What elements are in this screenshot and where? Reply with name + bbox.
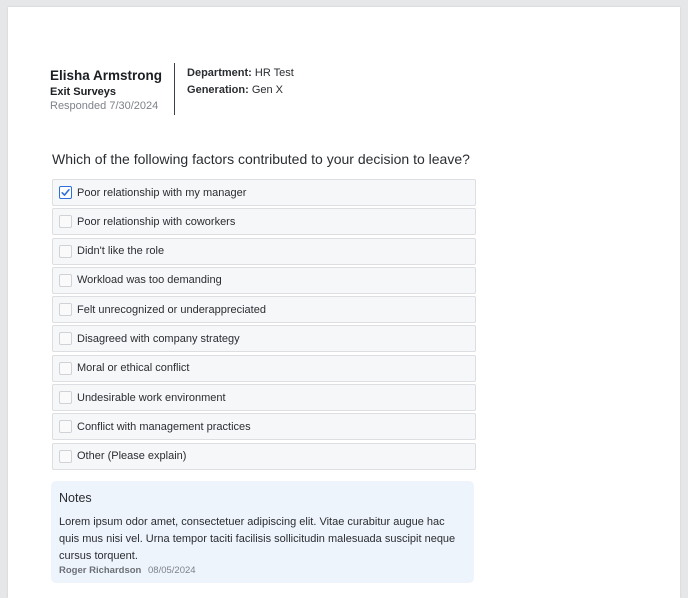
department-row <box>187 65 294 82</box>
option-label: Disagreed with company strategy <box>77 332 240 345</box>
option-row[interactable] <box>52 413 476 440</box>
notes-title: Notes <box>59 491 92 505</box>
option-label: Workload was too demanding <box>77 274 222 287</box>
generation-label: Generation: <box>187 84 249 96</box>
option-row[interactable] <box>52 179 476 206</box>
option-label: Didn't like the role <box>77 245 165 258</box>
department-value: HR Test <box>254 67 294 79</box>
option-label: Poor relationship with coworkers <box>77 215 236 228</box>
checkbox[interactable] <box>59 303 72 316</box>
checkbox[interactable] <box>59 245 72 258</box>
option-row[interactable] <box>52 355 476 382</box>
department-label: Department: <box>187 67 252 79</box>
respondent-name: Elisha Armstrong <box>50 68 163 83</box>
checkbox[interactable] <box>59 332 72 345</box>
checkbox[interactable] <box>59 186 72 199</box>
note-date: 08/05/2024 <box>148 565 196 576</box>
survey-name: Exit Surveys <box>50 86 117 98</box>
responded-date: Responded 7/30/2024 <box>50 100 159 112</box>
generation-row <box>187 82 294 99</box>
respondent-meta <box>175 63 294 99</box>
survey-response-page <box>8 7 680 598</box>
question-text: Which of the following factors contributed to your decision to leave? <box>52 151 470 167</box>
notes-footer <box>59 565 466 577</box>
notes-body: Lorem ipsum odor amet, consectetuer adipiscing elit. Vitae curabitur augue hac quis mus nisi vel. Urna tempor taciti facilisis sollicitudin malesuada suscipit neque cursus torquent. <box>59 516 456 562</box>
checkbox[interactable] <box>59 362 72 375</box>
answer-options <box>52 179 476 472</box>
checkbox[interactable] <box>59 450 72 463</box>
option-row[interactable] <box>52 267 476 294</box>
option-row[interactable] <box>52 208 476 235</box>
checkbox[interactable] <box>59 420 72 433</box>
checkmark-icon <box>61 188 70 197</box>
respondent-info <box>50 63 174 113</box>
option-row[interactable] <box>52 443 476 470</box>
option-label: Undesirable work environment <box>77 391 226 404</box>
option-label: Poor relationship with my manager <box>77 186 247 199</box>
option-row[interactable] <box>52 296 476 323</box>
generation-value: Gen X <box>251 84 284 96</box>
option-label: Conflict with management practices <box>77 420 251 433</box>
option-row[interactable] <box>52 325 476 352</box>
checkbox[interactable] <box>59 274 72 287</box>
notes-panel <box>51 481 474 583</box>
option-label: Moral or ethical conflict <box>77 362 190 375</box>
option-label: Felt unrecognized or underappreciated <box>77 303 266 316</box>
checkbox[interactable] <box>59 215 72 228</box>
checkbox[interactable] <box>59 391 72 404</box>
respondent-header <box>50 63 294 115</box>
option-row[interactable] <box>52 384 476 411</box>
option-label: Other (Please explain) <box>77 450 187 463</box>
note-author: Roger Richardson <box>59 565 142 576</box>
option-row[interactable] <box>52 238 476 265</box>
